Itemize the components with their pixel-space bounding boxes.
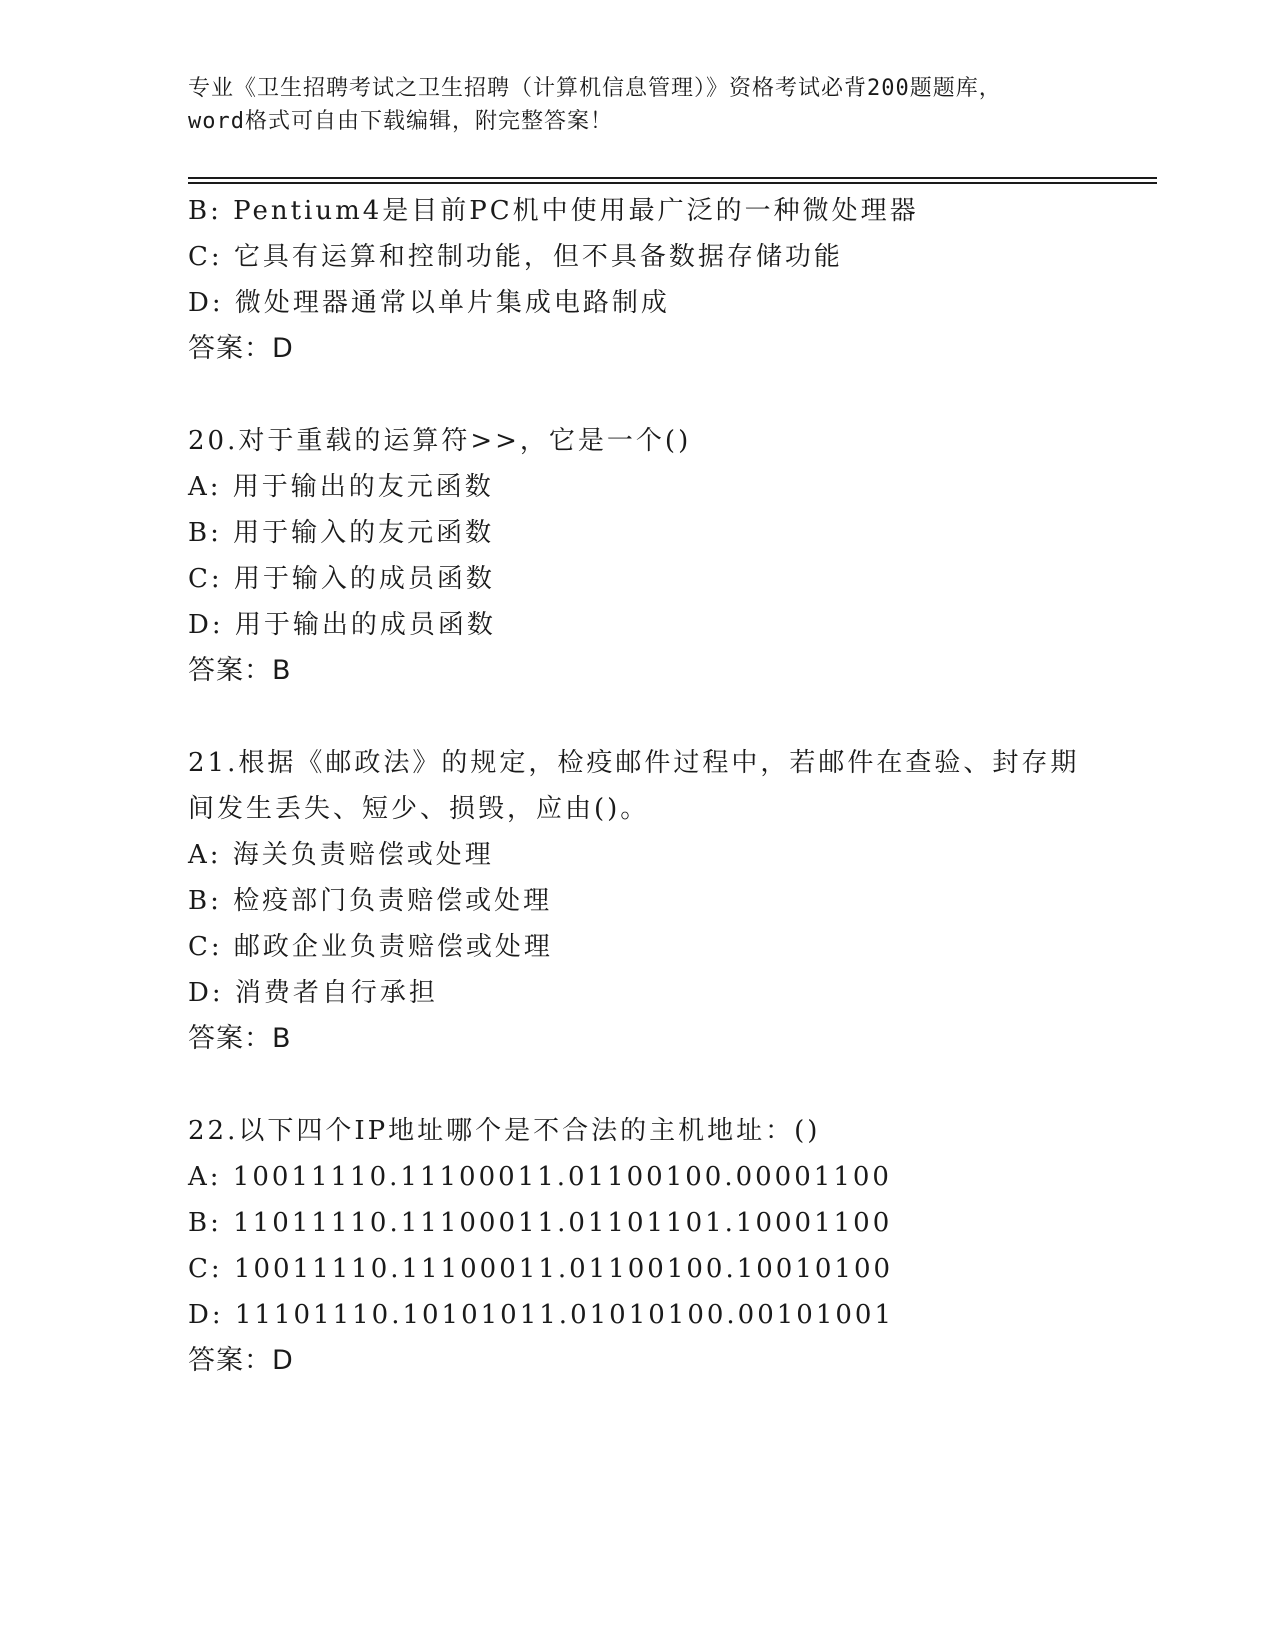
option-b: B: Pentium4是目前PC机中使用最广泛的一种微处理器 <box>188 196 919 226</box>
option-a: A: 用于输出的友元函数 <box>188 472 494 502</box>
option-a: A: 10011110.11100011.01100100.00001100 <box>188 1162 892 1192</box>
question-19 <box>188 188 1088 372</box>
spacer <box>188 694 1088 740</box>
header-divider-bottom <box>188 182 1157 184</box>
question-text-line-1: 21.根据《邮政法》的规定，检疫邮件过程中，若邮件在查验、封存期 <box>188 748 1080 778</box>
option-c: C: 它具有运算和控制功能，但不具备数据存储功能 <box>188 242 843 272</box>
header-divider-top <box>188 177 1157 179</box>
option-d: D: 11101110.10101011.01010100.00101001 <box>188 1300 895 1330</box>
question-text-line-2: 间发生丢失、短少、损毁，应由()。 <box>188 794 650 824</box>
option-c: C: 邮政企业负责赔偿或处理 <box>188 932 553 962</box>
option-b: B: 检疫部门负责赔偿或处理 <box>188 886 553 916</box>
option-d: D: 消费者自行承担 <box>188 978 438 1008</box>
answer: 答案：D <box>188 333 294 364</box>
answer: 答案：B <box>188 655 292 686</box>
header-title-line-1: 专业《卫生招聘考试之卫生招聘（计算机信息管理）》资格考试必背200题题库， <box>188 76 1002 101</box>
option-d: D: 微处理器通常以单片集成电路制成 <box>188 288 670 318</box>
question-20 <box>188 418 1088 694</box>
question-list <box>188 188 1088 1384</box>
answer: 答案：B <box>188 1023 292 1054</box>
question-22 <box>188 1108 1088 1384</box>
option-a: A: 海关负责赔偿或处理 <box>188 840 494 870</box>
question-21 <box>188 740 1088 1062</box>
question-text: 20.对于重载的运算符>>，它是一个() <box>188 426 692 456</box>
header-title-line-2: word格式可自由下载编辑，附完整答案！ <box>188 109 613 134</box>
option-d: D: 用于输出的成员函数 <box>188 610 496 640</box>
spacer <box>188 1062 1088 1108</box>
option-c: C: 用于输入的成员函数 <box>188 564 495 594</box>
option-c: C: 10011110.11100011.01100100.10010100 <box>188 1254 894 1284</box>
option-b: B: 用于输入的友元函数 <box>188 518 495 548</box>
document-header <box>188 72 1088 138</box>
option-b: B: 11011110.11100011.01101101.10001100 <box>188 1208 893 1238</box>
spacer <box>188 372 1088 418</box>
answer: 答案：D <box>188 1345 294 1376</box>
question-text: 22.以下四个IP地址哪个是不合法的主机地址：() <box>188 1116 821 1146</box>
